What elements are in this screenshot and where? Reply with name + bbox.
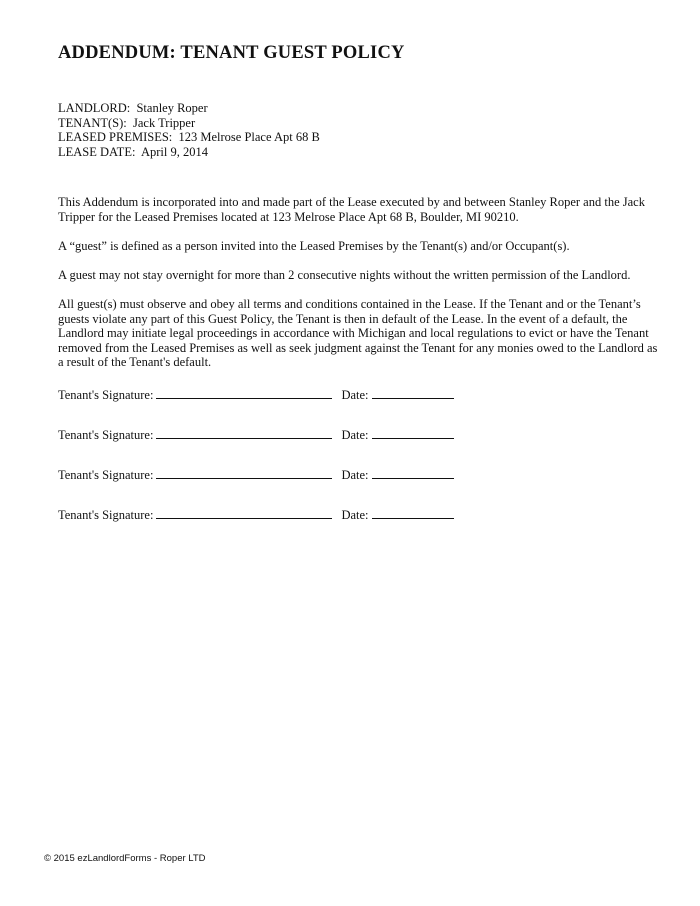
lease-info (58, 101, 320, 159)
signature-row (58, 426, 454, 443)
paragraph-overnight: A guest may not stay overnight for more than 2 consecutive nights without the written permission of the Landlord. (58, 268, 631, 282)
copyright-footer: © 2015 ezLandlordForms - Roper LTD (44, 853, 206, 864)
date-field[interactable] (372, 506, 454, 519)
signature-field[interactable] (156, 506, 332, 519)
signature-label: Tenant's Signature: (58, 428, 154, 442)
paragraph-guest-definition: A “guest” is defined as a person invited into the Leased Premises by the Tenant(s) and/or Occupant(s). (58, 239, 570, 253)
date-label: Date: (341, 508, 369, 522)
signature-label: Tenant's Signature: (58, 468, 154, 482)
tenant-line: TENANT(S): Jack Tripper (58, 115, 196, 130)
lease-date-line: LEASE DATE: April 9, 2014 (58, 144, 208, 159)
paragraph-default: All guest(s) must observe and obey all terms and conditions contained in the Lease. If the Tenant and or the Tenant’s guests violate any part of this Guest Policy, the Tenant is then in default of the Lease. In the event of a default, the Landlord may initiate legal proceedings in accordance with Michigan and local regulations to evict or have the Tenant removed from the Leased Premises as well as seek judgment against the Tenant for any monies owed to the Landlord as a result of the Tenant's default. (58, 297, 658, 370)
signature-field[interactable] (156, 426, 332, 439)
date-field[interactable] (372, 466, 454, 479)
date-label: Date: (341, 428, 369, 442)
date-label: Date: (341, 468, 369, 482)
signature-field[interactable] (156, 386, 332, 399)
signature-row (58, 506, 454, 523)
signature-label: Tenant's Signature: (58, 508, 154, 522)
landlord-line: LANDLORD: Stanley Roper (58, 101, 208, 115)
date-label: Date: (341, 388, 369, 402)
signature-row (58, 466, 454, 483)
signature-row (58, 386, 454, 403)
date-field[interactable] (372, 426, 454, 439)
paragraph-incorporation: This Addendum is incorporated into and made part of the Lease executed by and between Stanley Roper and the Jack Tripper for the Leased Premises located at 123 Melrose Place Apt 68 B, Boulder, MI 90210. (58, 195, 645, 224)
signature-label: Tenant's Signature: (58, 388, 154, 402)
document-title: ADDENDUM: TENANT GUEST POLICY (58, 43, 405, 63)
date-field[interactable] (372, 386, 454, 399)
signature-field[interactable] (156, 466, 332, 479)
premises-line: LEASED PREMISES: 123 Melrose Place Apt 68 B (58, 130, 320, 145)
